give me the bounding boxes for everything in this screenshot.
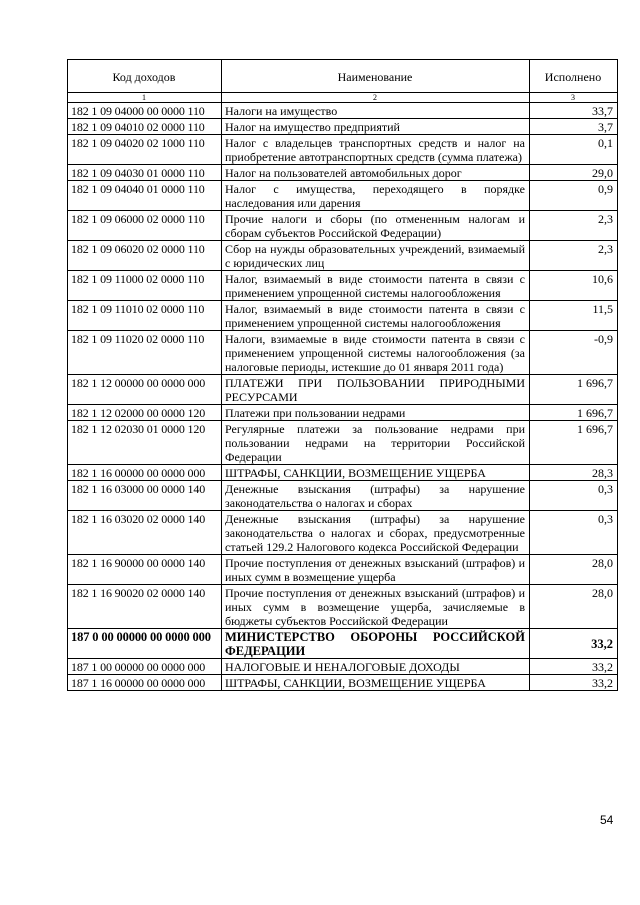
code-cell: 182 1 16 03000 00 0000 140 <box>68 481 222 511</box>
code-cell: 182 1 16 90000 00 0000 140 <box>68 555 222 585</box>
amount-cell: 0,3 <box>530 481 618 511</box>
page-number: 54 <box>600 813 614 827</box>
name-cell: ПЛАТЕЖИ ПРИ ПОЛЬЗОВАНИИ ПРИРОДНЫМИ РЕСУРСАМИ <box>222 375 530 405</box>
name-cell: Прочие поступления от денежных взысканий (штрафов) и иных сумм в возмещение ущерба <box>222 555 530 585</box>
name-cell: Налоги на имущество <box>222 103 530 119</box>
code-cell: 182 1 12 02000 00 0000 120 <box>68 405 222 421</box>
code-cell: 182 1 09 11000 02 0000 110 <box>68 271 222 301</box>
amount-cell: 33,2 <box>530 675 618 691</box>
amount-cell: 33,7 <box>530 103 618 119</box>
header-code: Код доходов <box>68 60 222 93</box>
code-cell: 182 1 16 90020 02 0000 140 <box>68 585 222 629</box>
name-cell: МИНИСТЕРСТВО ОБОРОНЫ РОССИЙСКОЙ ФЕДЕРАЦИИ <box>222 629 530 659</box>
amount-cell: 33,2 <box>530 659 618 675</box>
amount-cell: 11,5 <box>530 301 618 331</box>
amount-cell: 0,9 <box>530 181 618 211</box>
amount-cell: 0,3 <box>530 511 618 555</box>
amount-cell: -0,9 <box>530 331 618 375</box>
amount-cell: 2,3 <box>530 211 618 241</box>
table-row <box>68 629 618 659</box>
amount-cell: 33,2 <box>530 629 618 659</box>
name-cell: ШТРАФЫ, САНКЦИИ, ВОЗМЕЩЕНИЕ УЩЕРБА <box>222 675 530 691</box>
table-row <box>68 119 618 135</box>
code-cell: 182 1 09 04000 00 0000 110 <box>68 103 222 119</box>
table-row <box>68 181 618 211</box>
table-row <box>68 585 618 629</box>
table-row <box>68 271 618 301</box>
revenue-table <box>67 59 618 691</box>
name-cell: НАЛОГОВЫЕ И НЕНАЛОГОВЫЕ ДОХОДЫ <box>222 659 530 675</box>
amount-cell: 3,7 <box>530 119 618 135</box>
name-cell: Прочие поступления от денежных взысканий (штрафов) и иных сумм в возмещение ущерба, зачисляемые в бюджеты субъектов Российской Федерации <box>222 585 530 629</box>
amount-cell: 10,6 <box>530 271 618 301</box>
name-cell: Сбор на нужды образовательных учреждений, взимаемый с юридических лиц <box>222 241 530 271</box>
table-row <box>68 135 618 165</box>
name-cell: Налоги, взимаемые в виде стоимости патента в связи с применением упрощенной системы налогообложения (за налоговые периоды, истекшие до 01 января 2011 года) <box>222 331 530 375</box>
amount-cell: 28,3 <box>530 465 618 481</box>
amount-cell: 28,0 <box>530 585 618 629</box>
name-cell: Налог на имущество предприятий <box>222 119 530 135</box>
amount-cell: 1 696,7 <box>530 421 618 465</box>
code-cell: 182 1 09 06000 02 0000 110 <box>68 211 222 241</box>
amount-cell: 1 696,7 <box>530 405 618 421</box>
amount-cell: 28,0 <box>530 555 618 585</box>
column-number: 2 <box>222 93 530 103</box>
table-row <box>68 465 618 481</box>
table-row <box>68 421 618 465</box>
table-row <box>68 675 618 691</box>
name-cell: Денежные взыскания (штрафы) за нарушение законодательства о налогах и сборах, предусмотренные статьей 129.2 Налогового кодекса Российской Федерации <box>222 511 530 555</box>
name-cell: Налог, взимаемый в виде стоимости патента в связи с применением упрощенной системы налогообложения <box>222 301 530 331</box>
table-row <box>68 405 618 421</box>
code-cell: 182 1 12 02030 01 0000 120 <box>68 421 222 465</box>
code-cell: 182 1 09 04010 02 0000 110 <box>68 119 222 135</box>
table-row <box>68 659 618 675</box>
amount-cell: 29,0 <box>530 165 618 181</box>
name-cell: Платежи при пользовании недрами <box>222 405 530 421</box>
table-row <box>68 375 618 405</box>
name-cell: Налог на пользователей автомобильных дорог <box>222 165 530 181</box>
name-cell: ШТРАФЫ, САНКЦИИ, ВОЗМЕЩЕНИЕ УЩЕРБА <box>222 465 530 481</box>
code-cell: 182 1 09 04020 02 1000 110 <box>68 135 222 165</box>
code-cell: 182 1 09 04030 01 0000 110 <box>68 165 222 181</box>
name-cell: Прочие налоги и сборы (по отмененным налогам и сборам субъектов Российской Федерации) <box>222 211 530 241</box>
name-cell: Регулярные платежи за пользование недрами при пользовании недрами на территории Российской Федерации <box>222 421 530 465</box>
table-row <box>68 511 618 555</box>
code-cell: 182 1 16 03020 02 0000 140 <box>68 511 222 555</box>
code-cell: 182 1 09 11010 02 0000 110 <box>68 301 222 331</box>
column-number: 1 <box>68 93 222 103</box>
table-row <box>68 211 618 241</box>
amount-cell: 2,3 <box>530 241 618 271</box>
code-cell: 182 1 09 06020 02 0000 110 <box>68 241 222 271</box>
amount-cell: 1 696,7 <box>530 375 618 405</box>
amount-cell: 0,1 <box>530 135 618 165</box>
name-cell: Налог, взимаемый в виде стоимости патента в связи с применением упрощенной системы налогообложения <box>222 271 530 301</box>
table-row <box>68 481 618 511</box>
header-amount: Исполнено <box>530 60 618 93</box>
header-name: Наименование <box>222 60 530 93</box>
table-header-row <box>68 60 618 93</box>
name-cell: Денежные взыскания (штрафы) за нарушение законодательства о налогах и сборах <box>222 481 530 511</box>
code-cell: 187 0 00 00000 00 0000 000 <box>68 629 222 659</box>
name-cell: Налог с владельцев транспортных средств и налог на приобретение автотранспортных средств (сумма платежа) <box>222 135 530 165</box>
code-cell: 187 1 00 00000 00 0000 000 <box>68 659 222 675</box>
code-cell: 182 1 12 00000 00 0000 000 <box>68 375 222 405</box>
table-row <box>68 331 618 375</box>
table-row <box>68 301 618 331</box>
code-cell: 182 1 09 11020 02 0000 110 <box>68 331 222 375</box>
code-cell: 182 1 09 04040 01 0000 110 <box>68 181 222 211</box>
column-number: 3 <box>530 93 618 103</box>
code-cell: 182 1 16 00000 00 0000 000 <box>68 465 222 481</box>
column-number-row <box>68 93 618 103</box>
table-row <box>68 103 618 119</box>
table-row <box>68 241 618 271</box>
table-row <box>68 555 618 585</box>
name-cell: Налог с имущества, переходящего в порядке наследования или дарения <box>222 181 530 211</box>
code-cell: 187 1 16 00000 00 0000 000 <box>68 675 222 691</box>
table-row <box>68 165 618 181</box>
